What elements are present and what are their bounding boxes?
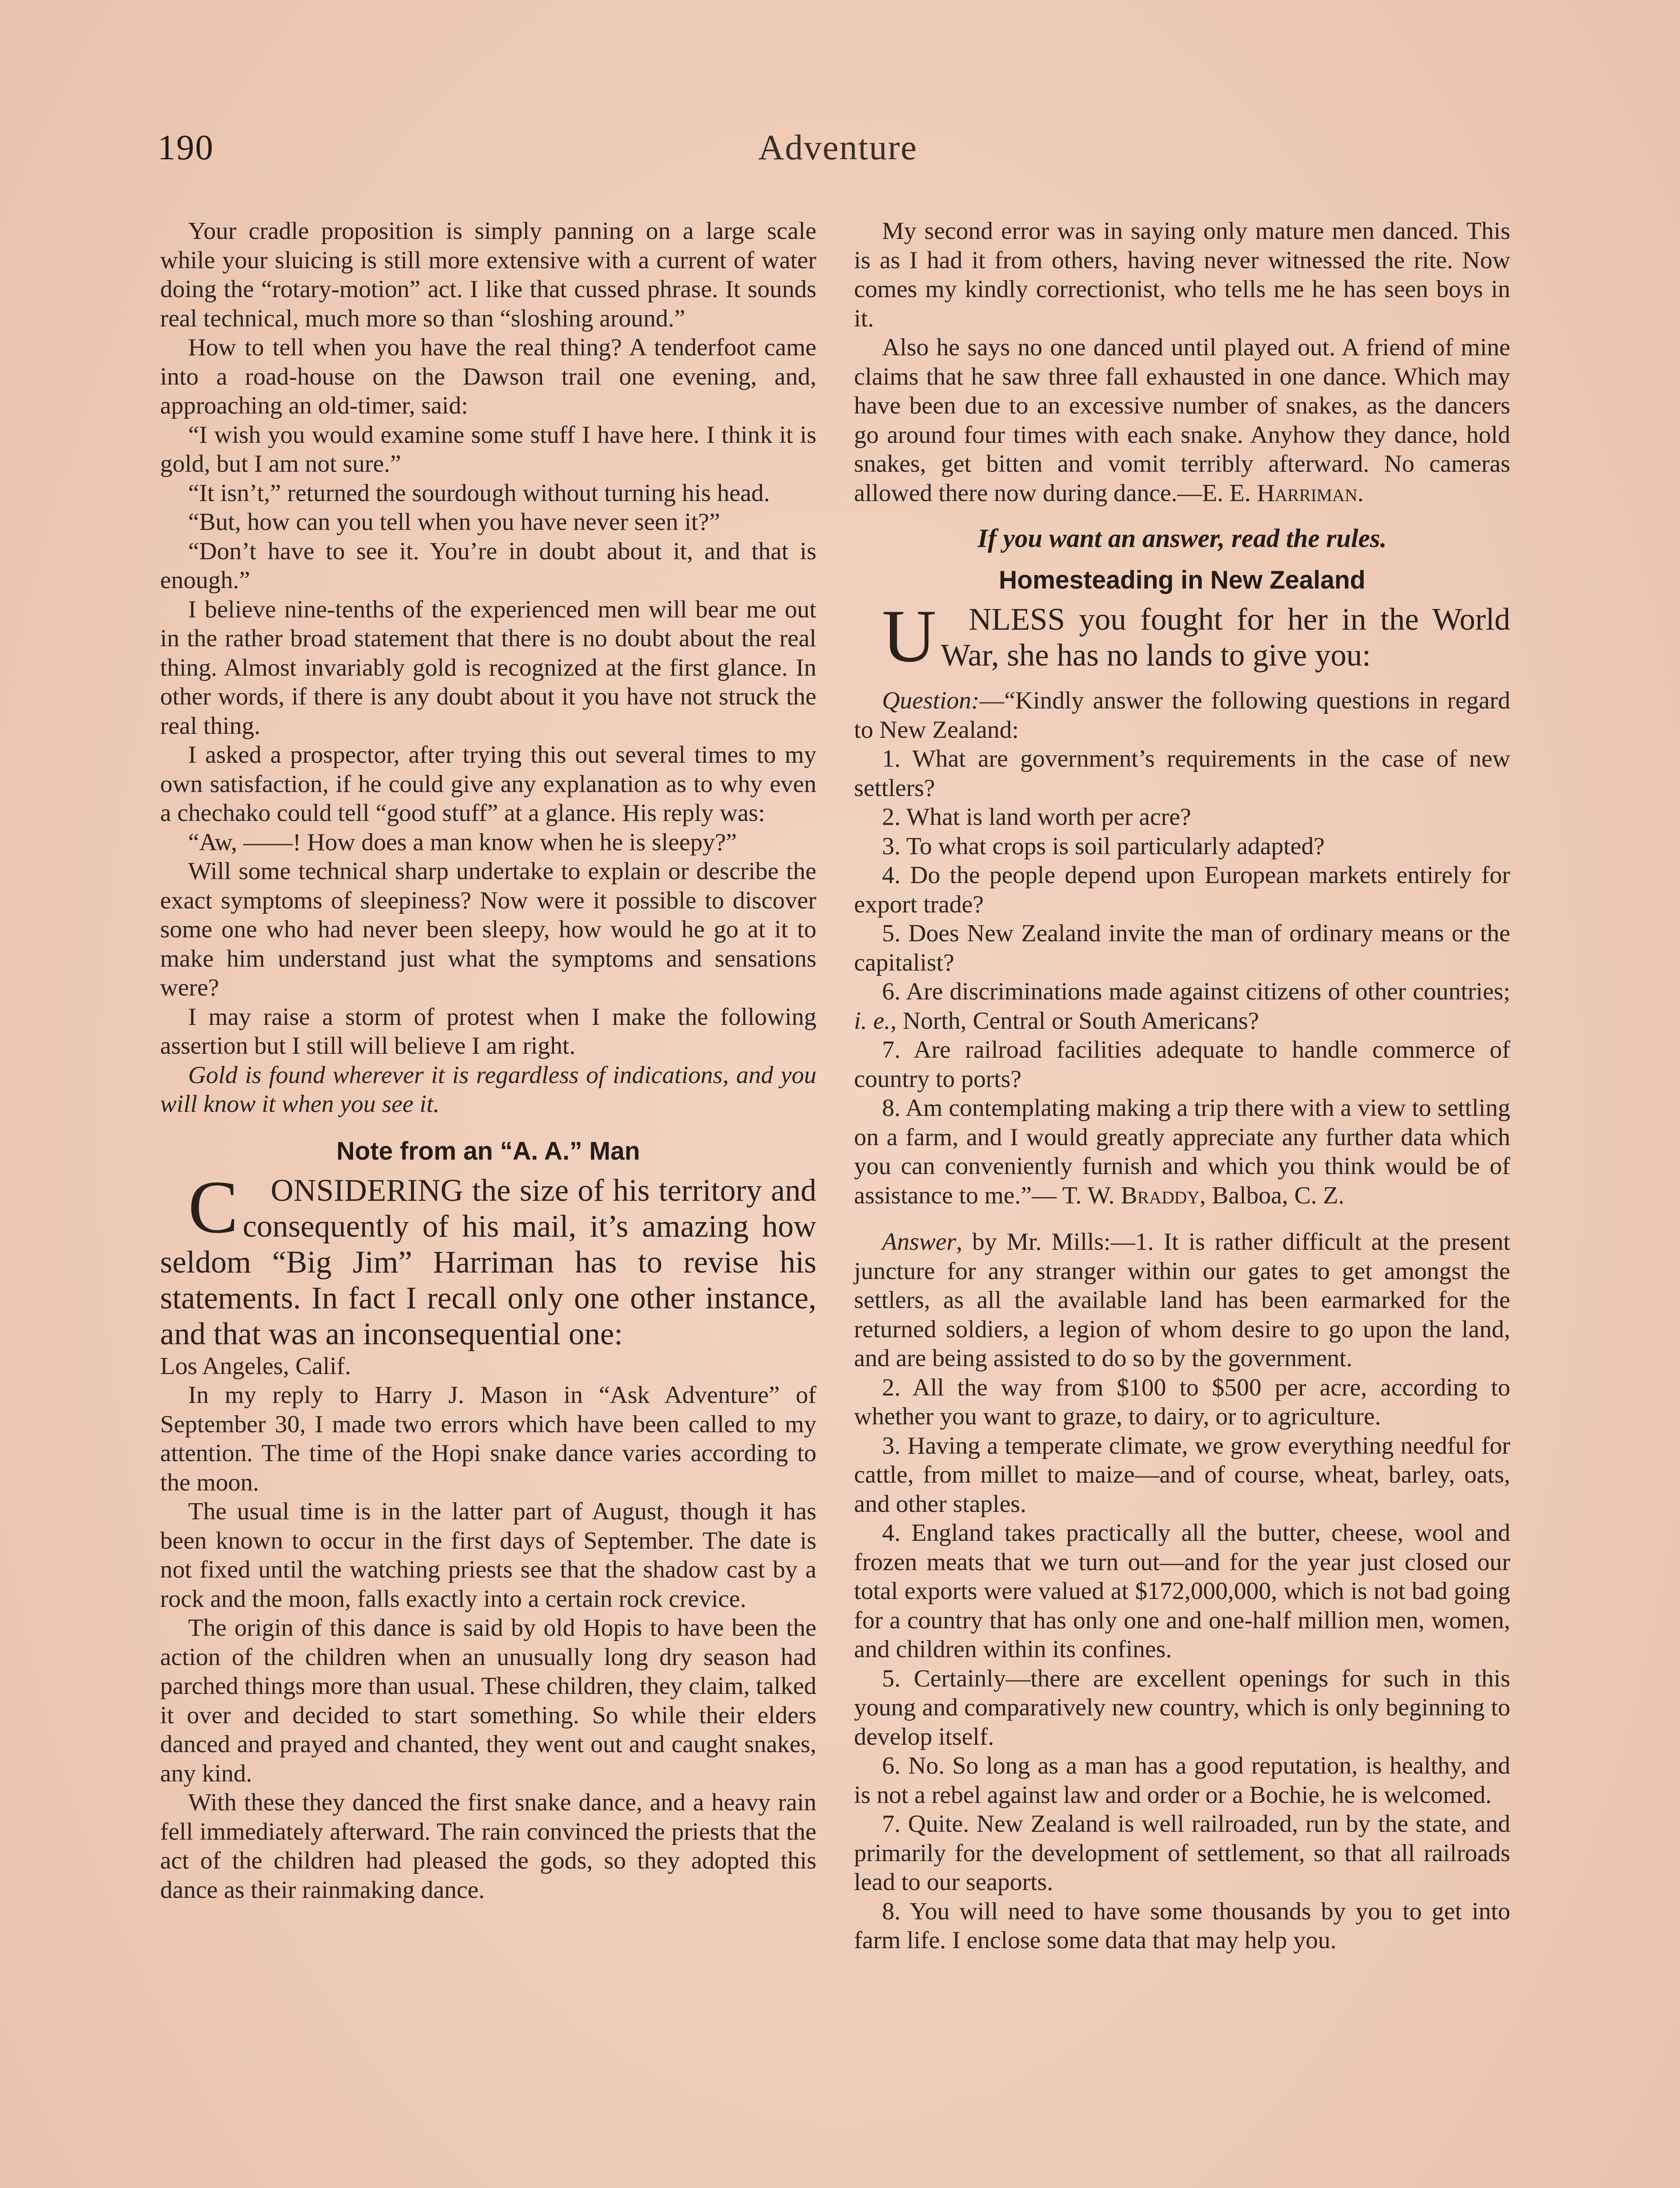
paragraph-text: Also he says no one danced until played out. A friend of mine claims that he saw three fall exhausted in one dance. Which may have been due to an excessive number of snakes, as the dancers go around four times with each snake. Anyhow they dance, hold snakes, get bitten and vomit terribly afterward. No cameras allowed there now during dance.—E. E. (854, 334, 1510, 507)
question-text: 8. Am contemplating making a trip there with a view to settling on a farm, and I would greatly appreciate any further data which you can conveniently furnish and which you think would be of assistance to me.”— T. W. (854, 1094, 1510, 1209)
answer-text: , by Mr. Mills:—1. It is rather difficult at the present juncture for any stranger within our gates to get amongst the settlers, as all the available land has been earmarked for the returned soldiers, a legion of whom desire to go upon the land, and are being assisted to do so by the government. (854, 1228, 1510, 1372)
question-item: 2. What is land worth per acre? (882, 803, 1191, 831)
right-column (854, 217, 1510, 1955)
question-item (854, 977, 1510, 1035)
signature: Braddy (1120, 1182, 1200, 1209)
question-item: 4. Do the people depend upon European markets entirely for export trade? (854, 862, 1510, 918)
lead-text: ONSIDERING the size of his territory and consequently of his mail, it’s amazing how seldom “Big Jim” Harriman has to revise his statements. In fact I recall only one other instance, and that was an inconsequential one: (160, 1172, 816, 1351)
question-text: North, Central or South Americans? (896, 1007, 1259, 1034)
answer-item: 6. No. So long as a man has a good reputation, is healthy, and is not a rebel against law and order or a Bochie, he is welcomed. (854, 1752, 1510, 1809)
answer-item: 4. England takes practically all the butter, cheese, wool and frozen meats that we turn out—and for the year just closed our total exports were valued at $172,000,000, which is not bad going for a country that has only one and one-half million men, women, and children within its confines. (854, 1519, 1510, 1663)
paragraph: My second error was in saying only mature men danced. This is as I had it from others, having never witnessed the rite. Now comes my kindly correctionist, who tells me he has seen boys in it. (854, 217, 1510, 332)
answer-item: 2. All the way from $100 to $500 per acre, according to whether you want to graze, to dairy, or to agriculture. (854, 1374, 1510, 1430)
paragraph: “But, how can you tell when you have never seen it?” (188, 508, 720, 536)
abbreviation: i. e., (854, 1007, 897, 1034)
paragraph: In my reply to Harry J. Mason in “Ask Adventure” of September 30, I made two errors which have been called to my attention. The time of the Hopi snake dance varies according to the moon. (160, 1382, 816, 1496)
section-heading: Homesteading in New Zealand (999, 566, 1365, 594)
answer-item (854, 1227, 1510, 1373)
question-text: , Balboa, C. Z. (1199, 1182, 1344, 1209)
paragraph: “I wish you would examine some stuff I have here. I think it is gold, but I am not sure.” (160, 421, 816, 477)
paragraph: Your cradle proposition is simply panning on a large scale while your sluicing is still more extensive with a current of water doing the “rotary-motion” act. I like that cussed phrase. It sounds real technical, much more so than “sloshing around.” (160, 217, 816, 332)
paragraph: With these they danced the first snake dance, and a heavy rain fell immediately afterward. The rain convinced the priests that the act of the children had pleased the gods, so they adopted this dance as their rainmaking dance. (160, 1789, 816, 1904)
question-item: 1. What are government’s requirements in the case of new settlers? (854, 745, 1510, 802)
rules-notice: If you want an answer, read the rules. (977, 524, 1387, 553)
question-item: 7. Are railroad facilities adequate to handle commerce of country to ports? (854, 1036, 1510, 1093)
paragraph: I asked a prospector, after trying this out several times to my own satisfaction, if he could give any explanation as to why even a chechako could tell “good stuff” at a glance. His reply was: (160, 741, 816, 827)
running-title: Adventure (758, 127, 918, 167)
answer-item: 3. Having a temperate climate, we grow everything needful for cattle, from millet to maize—and of course, wheat, barley, oats, and other staples. (854, 1432, 1510, 1518)
page-header (158, 127, 1518, 179)
answer-item: 5. Certainly—there are excellent openings for such in this young and comparatively new country, which is only beginning to develop itself. (854, 1665, 1510, 1750)
question-label: Question: (882, 687, 980, 714)
paragraph: The origin of this dance is said by old Hopis to have been the action of the children when an unusually long dry season had parched things more than usual. These children, they claim, talked it over and decided to start something. So while their elders danced and prayed and chanted, they went out and caught snakes, any kind. (160, 1614, 816, 1787)
drop-cap: C (188, 1165, 238, 1249)
answer-label: Answer (882, 1228, 956, 1255)
drop-cap: U (882, 595, 937, 678)
paragraph: “Don’t have to see it. You’re in doubt about it, and that is enough.” (160, 537, 816, 594)
paragraph: “Aw, ——! How does a man know when he is sleepy?” (188, 828, 737, 856)
lead-text: NLESS you fought for her in the World War, she has no lands to give you: (941, 602, 1510, 673)
paragraph: I believe nine-tenths of the experienced men will bear me out in the rather broad statement that there is no doubt about the real thing. Almost invariably gold is recognized at the first glance. In other words, if there is any doubt about it you have not struck the real thing. (160, 596, 816, 740)
paragraph: The usual time is in the latter part of August, though it has been known to occur in the first days of September. The date is not fixed until the watching priests see that the shadow cast by a rock and the moon, falls exactly into a certain rock crevice. (160, 1498, 816, 1613)
dateline: Los Angeles, Calif. (160, 1352, 351, 1380)
page-number: 190 (158, 127, 214, 167)
paragraph (854, 333, 1510, 508)
signature: Harriman. (1256, 479, 1364, 507)
paragraph: How to tell when you have the real thing? A tenderfoot came into a road-house on the Dawson trail one evening, and, approaching an old-timer, said: (160, 334, 816, 419)
paragraph: I may raise a storm of protest when I make the following assertion but I still will believe I am right. (160, 1003, 816, 1059)
section-heading: Note from an “A. A.” Man (336, 1136, 640, 1165)
question-text: 6. Are discriminations made against citizens of other countries; (882, 978, 1510, 1005)
question-item: 5. Does New Zealand invite the man of ordinary means or the capitalist? (854, 920, 1510, 976)
lead-paragraph (854, 595, 1510, 678)
question-intro (854, 686, 1510, 744)
question-intro-text: —“Kindly answer the following questions in regard to New Zealand: (854, 687, 1510, 743)
left-column (160, 217, 816, 1904)
answer-item: 8. You will need to have some thousands by you to get into farm life. I enclose some data that may help you. (854, 1897, 1510, 1954)
answer-item: 7. Quite. New Zealand is well railroaded, run by the state, and primarily for the development of settlement, so that all railroads lead to our seaports. (854, 1810, 1510, 1896)
paragraph: Will some technical sharp undertake to explain or describe the exact symptoms of sleepiness? Now were it possible to discover some one who had never been sleepy, how would he go at it to make him understand just what the symptoms and sensations were? (160, 858, 816, 1001)
paragraph: “It isn’t,” returned the sourdough without turning his head. (188, 479, 770, 507)
lead-paragraph (160, 1165, 816, 1352)
question-item (854, 1094, 1510, 1210)
question-item: 3. To what crops is soil particularly adapted? (882, 832, 1325, 860)
italic-conclusion: Gold is found wherever it is regardless of indications, and you will know it when you see it. (160, 1061, 816, 1118)
